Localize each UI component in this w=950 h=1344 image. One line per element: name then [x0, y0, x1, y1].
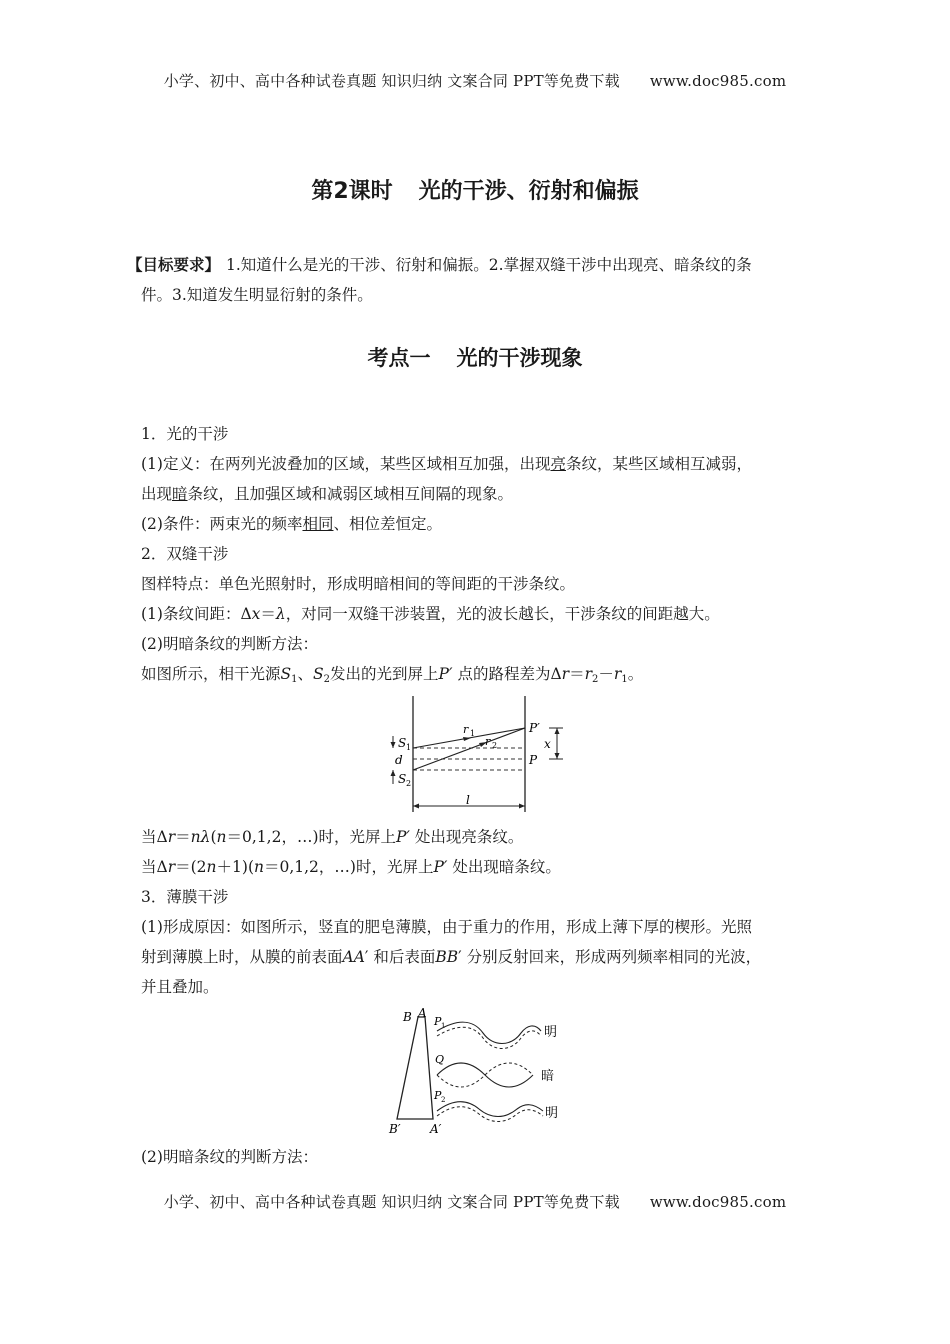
title-topic: 光的干涉、衍射和偏振	[418, 179, 639, 204]
dark-condition-line: 当Δr＝(2n＋1)(n＝0,1,2，…)时，光屏上P′ 处出现暗条纹。	[141, 858, 561, 876]
label-Q: Q	[435, 1053, 445, 1066]
wave-bright-1-dashed	[437, 1027, 541, 1048]
label-B: B	[403, 1010, 412, 1024]
label-bright-2: 明	[545, 1106, 559, 1121]
condition-line: (2)条件：两束光的频率相同、相位差恒定。	[141, 515, 442, 533]
judge-line: (2)明暗条纹的判断方法：	[141, 635, 318, 653]
label-r1: r	[463, 723, 469, 736]
page-footer	[0, 1191, 950, 1212]
footer-text: 小学、初中、高中各种试卷真题 知识归纳 文案合同 PPT等免费下载	[163, 1193, 620, 1211]
heading-double-slit: 2．双缝干涉	[141, 545, 229, 563]
section-topic: 光的干涉现象	[456, 346, 583, 370]
heading-thin-film: 3．薄膜干涉	[141, 888, 229, 906]
bright-condition-line: 当Δr＝nλ(n＝0,1,2，…)时，光屏上P′ 处出现亮条纹。	[141, 828, 524, 846]
film-line-3: 并且叠加。	[141, 978, 219, 996]
label-B-prime: B′	[389, 1122, 401, 1136]
path-diff-line: 如图所示，相干光源$S_1$、$S_2$发出的光到屏上P′ 点的路程差为$\Delta r=r_2-r_1$。	[141, 665, 644, 685]
goal-block	[127, 250, 821, 310]
page-header	[0, 70, 950, 91]
section-heading	[0, 342, 950, 372]
label-P: P	[529, 753, 538, 767]
label-bright-1: 明	[544, 1025, 558, 1040]
label-P-prime: P′	[529, 721, 540, 735]
label-d: d	[395, 753, 403, 767]
wave-dark-dashed	[437, 1063, 533, 1087]
content-block-1	[141, 419, 831, 689]
label-x: x	[544, 737, 551, 751]
goal-line-2: 件。3.知道发生明显衍射的条件。	[141, 286, 373, 304]
lesson-title	[0, 174, 950, 205]
double-slit-diagram	[385, 692, 575, 818]
definition-line-1: (1)定义：在两列光波叠加的区域，某些区域相互加强，出现亮条纹，某些区域相互减弱，	[141, 455, 752, 473]
goal-line-1: 1.知道什么是光的干涉、衍射和偏振。2.掌握双缝干涉中出现亮、暗条纹的条	[226, 256, 752, 274]
spacing-line: (1)条纹间距：Δx＝λ，对同一双缝干涉装置，光的波长越长，干涉条纹的间距越大。	[141, 605, 720, 623]
film-line-1: (1)形成原因：如图所示，竖直的肥皂薄膜，由于重力的作用，形成上薄下厚的楔形。光照	[141, 918, 752, 936]
label-P1: P	[434, 1015, 442, 1028]
title-lesson-number: 第2课时	[311, 179, 393, 204]
label-A-prime: A′	[430, 1122, 442, 1136]
thin-film-diagram	[387, 1003, 567, 1139]
heading-interference: 1．光的干涉	[141, 425, 229, 443]
label-S2: S	[398, 772, 407, 786]
ray-r2	[413, 728, 525, 770]
footer-url[interactable]: www.doc985.com	[649, 1193, 787, 1211]
svg-text:2: 2	[441, 1096, 446, 1104]
svg-text:1: 1	[406, 743, 412, 752]
header-text: 小学、初中、高中各种试卷真题 知识归纳 文案合同 PPT等免费下载	[163, 72, 620, 90]
label-l: l	[466, 793, 470, 807]
section-number: 考点一	[367, 346, 431, 370]
label-S1: S	[398, 736, 407, 750]
film-wedge	[397, 1017, 433, 1119]
header-url[interactable]: www.doc985.com	[649, 72, 787, 90]
judge-line-2: (2)明暗条纹的判断方法：	[141, 1148, 318, 1166]
svg-text:1: 1	[441, 1022, 446, 1030]
content-block-3	[141, 1142, 831, 1172]
definition-line-2: 出现暗条纹，且加强区域和减弱区域相互间隔的现象。	[141, 485, 514, 503]
film-line-2: 射到薄膜上时，从膜的前表面AA′ 和后表面BB′ 分别反射回来，形成两列频率相同的光波，	[141, 948, 762, 966]
label-P2: P	[434, 1089, 442, 1102]
wave-bright-2-dashed	[437, 1107, 543, 1122]
svg-text:2: 2	[492, 741, 498, 750]
wave-bright-1-solid	[437, 1022, 541, 1043]
label-r2: r	[485, 735, 491, 748]
svg-text:2: 2	[406, 779, 412, 788]
label-A: A	[418, 1006, 427, 1020]
svg-text:1: 1	[470, 729, 476, 738]
content-block-2	[141, 822, 831, 1002]
pattern-line: 图样特点：单色光照射时，形成明暗相间的等间距的干涉条纹。	[141, 575, 576, 593]
goal-label: 【目标要求】	[127, 256, 221, 274]
wave-bright-2-solid	[437, 1102, 543, 1117]
label-dark: 暗	[541, 1069, 555, 1084]
